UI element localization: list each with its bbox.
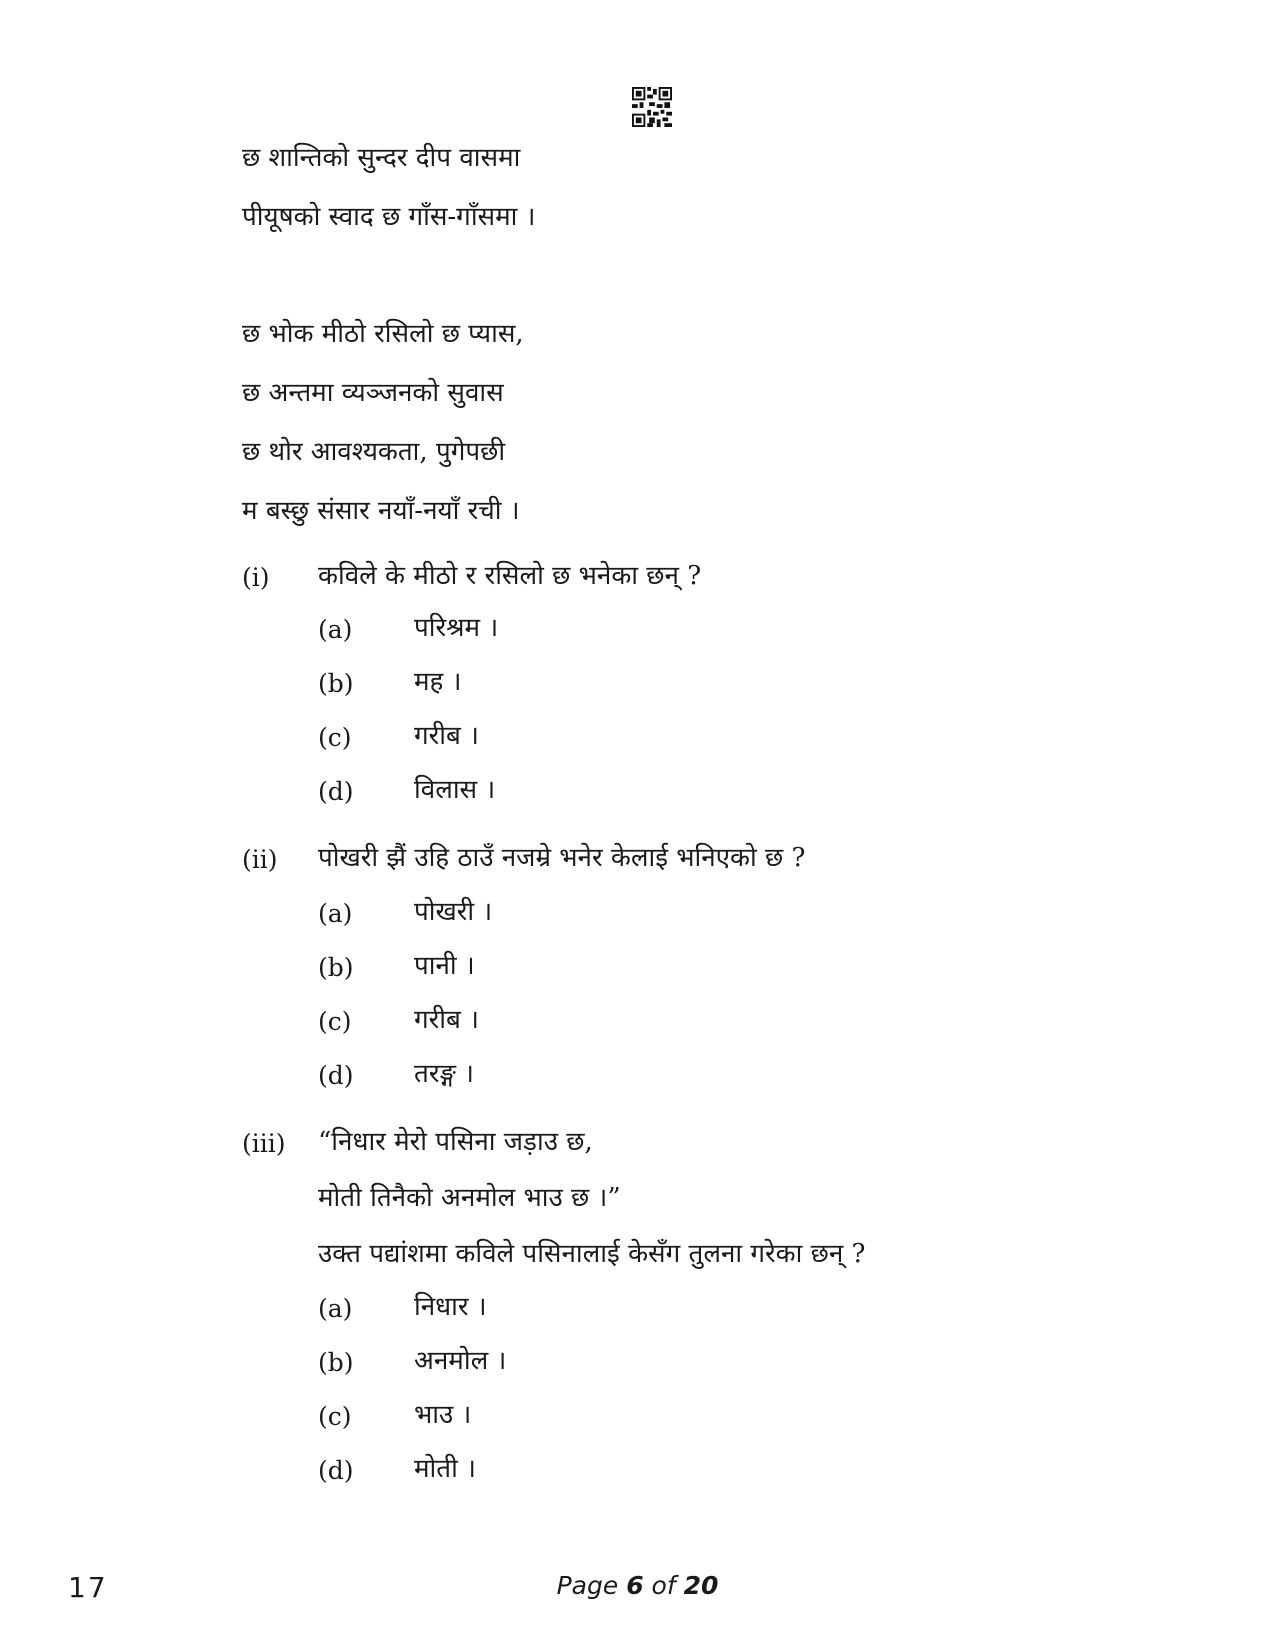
option-text: परिश्रम । <box>414 613 499 643</box>
page-total: 20 <box>683 1571 719 1600</box>
option-text: निधार । <box>414 1292 487 1322</box>
option-label: (d) <box>318 1456 354 1485</box>
poem-line: म बस्छु संसार नयाँ-नयाँ रची । <box>242 496 520 526</box>
option-text: तरङ्ग । <box>414 1059 475 1089</box>
question-number: (ii) <box>242 845 278 874</box>
option-text: अनमोल । <box>414 1346 507 1376</box>
option-label: (c) <box>318 1007 352 1036</box>
question-text: पोखरी झैं उहि ठाउँ नजम्रे भनेर केलाई भनिएको छ ? <box>318 843 806 873</box>
option-text: गरीब । <box>414 1005 479 1035</box>
poem-line: छ भोक मीठो रसिलो छ प्यास, <box>242 319 524 349</box>
option-text: गरीब । <box>414 721 479 751</box>
question-number: (iii) <box>242 1129 286 1158</box>
poem-line: पीयूषको स्वाद छ गाँस-गाँसमा । <box>242 202 536 232</box>
option-label: (a) <box>318 615 353 644</box>
option-label: (b) <box>318 669 354 698</box>
page-number <box>0 1571 1275 1600</box>
question-text: कविले के मीठो र रसिलो छ भनेका छन् ? <box>318 561 702 591</box>
page-prefix: Page <box>556 1571 619 1600</box>
option-label: (d) <box>318 1061 354 1090</box>
option-text: भाउ । <box>414 1400 472 1430</box>
option-label: (d) <box>318 777 354 806</box>
page-current: 6 <box>626 1571 644 1600</box>
poem-line: छ अन्तमा व्यञ्जनको सुवास <box>242 378 504 408</box>
question-number: (i) <box>242 563 270 592</box>
quote-line: “निधार मेरो पसिना जड़ाउ छ, <box>318 1127 593 1157</box>
option-label: (b) <box>318 1348 354 1377</box>
paper-code: 17 <box>68 1571 108 1604</box>
poem-line: छ थोर आवश्यकता, पुगेपछी <box>242 437 506 467</box>
question-text: उक्त पद्यांशमा कविले पसिनालाई केसँग तुलना गरेका छन् ? <box>318 1239 866 1269</box>
page-of: of <box>651 1571 676 1600</box>
option-text: पोखरी । <box>414 897 493 927</box>
quote-line: मोती तिनैको अनमोल भाउ छ ।” <box>318 1183 621 1213</box>
option-text: विलास । <box>414 775 496 805</box>
option-label: (a) <box>318 899 353 928</box>
option-label: (b) <box>318 953 354 982</box>
option-label: (c) <box>318 1402 352 1431</box>
option-label: (c) <box>318 723 352 752</box>
option-text: पानी । <box>414 951 475 981</box>
option-label: (a) <box>318 1294 353 1323</box>
poem-line: छ शान्तिको सुन्दर दीप वासमा <box>242 143 521 173</box>
qr-code-icon <box>632 87 672 127</box>
option-text: मह । <box>414 667 462 697</box>
option-text: मोती । <box>414 1454 476 1484</box>
